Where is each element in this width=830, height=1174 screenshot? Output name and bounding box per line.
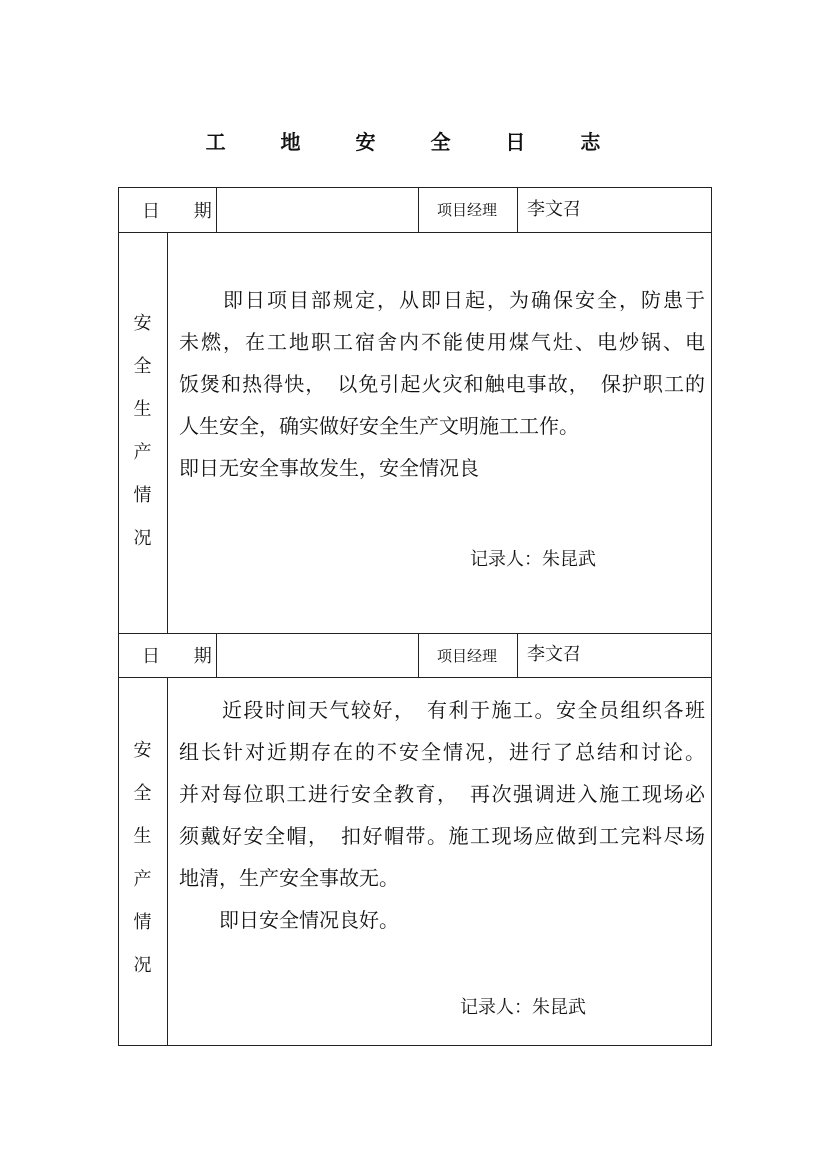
text-line: 即日项目部规定，从即日起，为确保安全，防患于 bbox=[179, 288, 705, 312]
text-line: 人生安全，确实做好安全生产文明施工工作。 bbox=[179, 414, 579, 438]
divider bbox=[517, 633, 518, 677]
section-label-char: 生 bbox=[133, 826, 152, 847]
divider bbox=[418, 633, 419, 677]
text-line: 未燃，在工地职工宿舍内不能使用煤气灶、电炒锅、电 bbox=[179, 330, 705, 354]
manager-label: 项目经理 bbox=[437, 201, 498, 219]
text-line: 组长针对近期存在的不安全情况，进行了总结和讨论。 bbox=[179, 740, 705, 764]
section-label-char: 全 bbox=[133, 356, 152, 377]
text-line: 饭煲和热得快， 以免引起火灾和触电事故， 保护职工的 bbox=[179, 372, 705, 396]
manager-name: 李文召 bbox=[527, 644, 581, 665]
section-label-char: 生 bbox=[133, 399, 152, 420]
section-label bbox=[118, 302, 167, 560]
recorder: 记录人：朱昆武 bbox=[470, 549, 596, 570]
section-label-char: 情 bbox=[133, 912, 152, 933]
text-line: 须戴好安全帽， 扣好帽带。施工现场应做到工完料尽场 bbox=[179, 824, 705, 848]
date-field[interactable] bbox=[217, 634, 417, 676]
date-label: 日 期 bbox=[142, 200, 226, 222]
page-title: 工 地 安 全 日 志 bbox=[205, 130, 625, 154]
section-label-char: 产 bbox=[133, 869, 152, 890]
divider bbox=[418, 187, 419, 232]
divider bbox=[517, 187, 518, 232]
section-label-char: 全 bbox=[133, 783, 152, 804]
section-label-char: 况 bbox=[133, 528, 152, 549]
divider bbox=[118, 677, 712, 678]
section-label bbox=[118, 729, 167, 987]
section-label-char: 安 bbox=[133, 313, 152, 334]
text-line: 近段时间天气较好， 有利于施工。安全员组织各班 bbox=[179, 698, 705, 722]
text-line: 即日无安全事故发生，安全情况良 bbox=[179, 456, 479, 480]
manager-label: 项目经理 bbox=[437, 646, 498, 665]
safety-report-text bbox=[179, 279, 705, 489]
section-label-char: 安 bbox=[133, 740, 152, 761]
section-label-char: 情 bbox=[133, 485, 152, 506]
section-label-char: 产 bbox=[133, 442, 152, 463]
section-label-char: 况 bbox=[133, 955, 152, 976]
manager-name: 李文召 bbox=[527, 199, 581, 220]
divider bbox=[167, 677, 168, 1046]
text-line: 即日安全情况良好。 bbox=[179, 908, 399, 932]
text-line: 地清，生产安全事故无。 bbox=[179, 866, 399, 890]
divider bbox=[167, 232, 168, 633]
date-label: 日 期 bbox=[142, 646, 226, 667]
date-field[interactable] bbox=[217, 188, 417, 231]
recorder: 记录人：朱昆武 bbox=[460, 997, 586, 1018]
safety-report-text bbox=[179, 689, 705, 941]
divider bbox=[118, 232, 712, 233]
text-line: 并对每位职工进行安全教育， 再次强调进入施工现场必 bbox=[179, 782, 705, 806]
